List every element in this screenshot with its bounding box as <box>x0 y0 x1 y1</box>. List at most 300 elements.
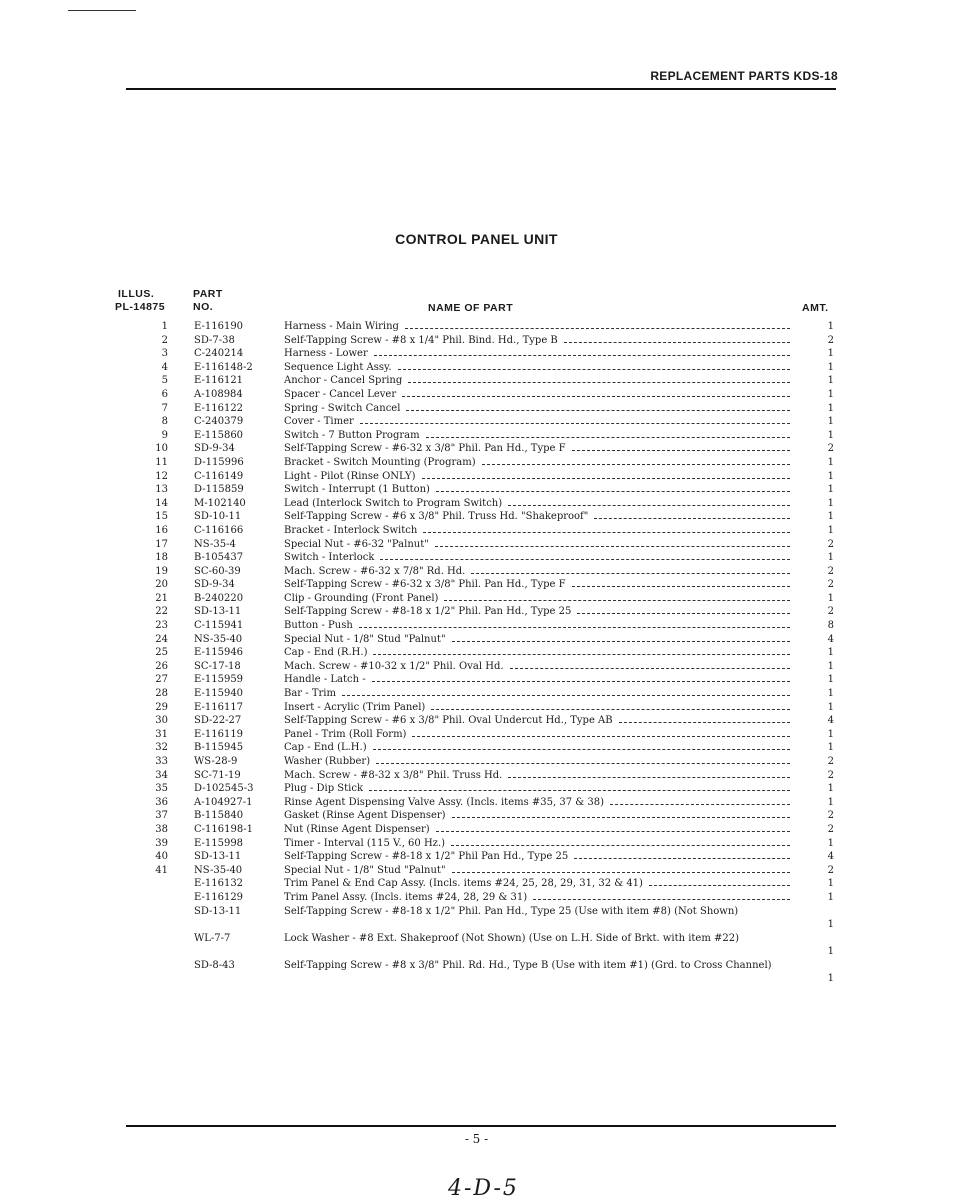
part-name: Timer - Interval (115 V., 60 Hz.) <box>284 837 446 849</box>
amount: 1 <box>827 429 834 441</box>
illus-number: 30 <box>155 715 168 727</box>
dotted-leader <box>572 578 790 587</box>
amount: 1 <box>827 647 834 659</box>
part-name: Special Nut - #6-32 "Palnut" <box>284 538 429 550</box>
section-title: CONTROL PANEL UNIT <box>395 231 558 247</box>
table-row <box>118 524 834 538</box>
table-row <box>118 578 834 592</box>
dotted-leader <box>610 796 790 805</box>
part-name: Nut (Rinse Agent Dispenser) <box>284 823 430 835</box>
part-name-cell <box>284 891 804 905</box>
illus-number: 21 <box>155 592 168 604</box>
table-row <box>118 402 834 416</box>
illus-number: 3 <box>161 348 168 360</box>
part-number: SD-22-27 <box>194 715 242 727</box>
illus-number: 37 <box>155 810 168 822</box>
amount: 1 <box>827 918 834 930</box>
table-row <box>118 877 834 891</box>
part-name-cell <box>284 850 804 864</box>
illus-number: 6 <box>161 388 168 400</box>
table-row <box>118 497 834 511</box>
dotted-leader <box>452 809 790 818</box>
part-name-cell <box>284 483 804 497</box>
dotted-leader <box>380 551 790 560</box>
amount: 1 <box>827 484 834 496</box>
amount: 1 <box>827 524 834 536</box>
table-row <box>118 741 834 755</box>
dotted-leader <box>482 456 790 465</box>
part-number: E-116132 <box>194 878 244 890</box>
part-number: C-116198-1 <box>194 823 253 835</box>
table-row <box>118 456 834 470</box>
table-row <box>118 646 834 660</box>
amount: 1 <box>827 837 834 849</box>
page-header-title: REPLACEMENT PARTS KDS-18 <box>650 69 838 83</box>
dotted-leader <box>412 728 790 737</box>
part-name-cell <box>284 402 804 416</box>
part-name-cell <box>284 864 804 878</box>
table-row <box>118 320 834 334</box>
illus-number: 41 <box>155 864 168 876</box>
part-name-cell <box>284 524 804 538</box>
part-name-cell <box>284 959 804 986</box>
part-name-cell <box>284 755 804 769</box>
illus-number: 22 <box>155 606 168 618</box>
table-row <box>118 891 834 905</box>
part-name-cell <box>284 673 804 687</box>
amount: 1 <box>827 674 834 686</box>
part-name-cell <box>284 388 804 402</box>
part-name: Self-Tapping Screw - #8-18 x 1/2" Phil Pan Hd., Type 25 <box>284 851 569 863</box>
part-name: Spring - Switch Cancel <box>284 402 401 414</box>
part-name-cell <box>284 510 804 524</box>
part-number: E-115946 <box>194 647 244 659</box>
part-name: Mach. Screw - #6-32 x 7/8" Rd. Hd. <box>284 565 466 577</box>
illus-number <box>118 905 194 932</box>
part-number: SD-9-34 <box>194 443 235 455</box>
amount: 1 <box>827 511 834 523</box>
dotted-leader <box>451 837 790 846</box>
part-name-cell <box>284 782 804 796</box>
part-name-cell <box>284 809 804 823</box>
dotted-leader <box>572 442 790 451</box>
table-row <box>118 796 834 810</box>
amount: 2 <box>827 443 834 455</box>
illus-number: 34 <box>155 769 168 781</box>
part-name-cell <box>284 605 804 619</box>
parts-table <box>118 320 834 986</box>
amount: 1 <box>827 701 834 713</box>
part-number: SC-71-19 <box>194 769 241 781</box>
part-number: NS-35-40 <box>194 864 243 876</box>
table-row <box>118 442 834 456</box>
part-name-cell <box>284 592 804 606</box>
col-illus-label-1: ILLUS. <box>118 288 155 300</box>
table-row <box>118 551 834 565</box>
illus-number: 5 <box>161 375 168 387</box>
amount: 1 <box>827 742 834 754</box>
part-number: SD-7-38 <box>194 334 235 346</box>
part-number: E-115940 <box>194 688 244 700</box>
amount: 1 <box>827 388 834 400</box>
illus-number: 27 <box>155 674 168 686</box>
part-name-cell <box>284 429 804 443</box>
amount: 2 <box>827 823 834 835</box>
part-name-cell <box>284 769 804 783</box>
part-name: Plug - Dip Stick <box>284 783 364 795</box>
part-number: A-104927-1 <box>194 796 253 808</box>
part-name: Self-Tapping Screw - #8 x 1/4" Phil. Bind. Hd., Type B <box>284 334 558 346</box>
illus-number: 11 <box>155 456 168 468</box>
illus-number: 36 <box>155 796 168 808</box>
part-number: C-240214 <box>194 348 244 360</box>
part-name-cell <box>284 633 804 647</box>
part-name-cell <box>284 551 804 565</box>
dotted-leader <box>398 361 790 370</box>
dotted-leader <box>374 347 790 356</box>
part-name-cell <box>284 538 804 552</box>
illus-number: 12 <box>155 470 168 482</box>
part-name: Anchor - Cancel Spring <box>284 375 403 387</box>
col-part-label-2: NO. <box>193 301 214 313</box>
table-row <box>118 374 834 388</box>
dotted-leader <box>533 891 790 900</box>
table-row <box>118 837 834 851</box>
dotted-leader <box>360 415 790 424</box>
illus-number: 39 <box>155 837 168 849</box>
illus-number: 14 <box>155 497 168 509</box>
part-number: E-116129 <box>194 891 244 903</box>
amount: 1 <box>827 361 834 373</box>
part-name-cell <box>284 470 804 484</box>
part-name: Panel - Trim (Roll Form) <box>284 728 407 740</box>
amount: 2 <box>827 810 834 822</box>
amount: 2 <box>827 606 834 618</box>
illus-number: 7 <box>161 402 168 414</box>
part-name: Self-Tapping Screw - #6 x 3/8" Phil. Truss Hd. "Shakeproof" <box>284 511 589 523</box>
illus-number: 17 <box>155 538 168 550</box>
dotted-leader <box>435 538 790 547</box>
illus-number: 23 <box>155 620 168 632</box>
part-name: Switch - 7 Button Program <box>284 429 420 441</box>
part-number: SD-10-11 <box>194 511 242 523</box>
table-row <box>118 701 834 715</box>
part-name-cell <box>284 578 804 592</box>
table-row <box>118 850 834 864</box>
dotted-leader <box>510 660 790 669</box>
table-row <box>118 361 834 375</box>
part-number: WS-28-9 <box>194 756 238 767</box>
dotted-leader <box>564 334 790 343</box>
part-name-cell <box>284 442 804 456</box>
part-name: Bracket - Interlock Switch <box>284 524 418 536</box>
table-row <box>118 864 834 878</box>
part-name-cell <box>284 905 804 932</box>
part-number: E-116190 <box>194 321 244 332</box>
part-name-cell <box>284 932 804 959</box>
part-name-cell <box>284 741 804 755</box>
part-number: C-240379 <box>194 416 244 428</box>
part-name-cell <box>284 361 804 375</box>
part-name-cell <box>284 728 804 742</box>
part-number: M-102140 <box>194 497 246 509</box>
part-number: E-116119 <box>194 728 244 740</box>
part-number: D-115859 <box>194 484 244 496</box>
part-number: SD-13-11 <box>194 606 242 618</box>
illus-number: 40 <box>155 851 168 863</box>
part-name: Rinse Agent Dispensing Valve Assy. (Incls. items #35, 37 & 38) <box>284 796 604 808</box>
dotted-leader <box>359 619 790 628</box>
part-name-cell <box>284 497 804 511</box>
part-name-cell <box>284 823 804 837</box>
part-number: NS-35-40 <box>194 633 243 645</box>
dotted-leader <box>376 755 790 764</box>
illus-number: 9 <box>161 429 168 441</box>
part-name-cell <box>284 837 804 851</box>
part-name-cell <box>284 415 804 429</box>
illus-number: 28 <box>155 688 168 700</box>
illus-number: 13 <box>155 484 168 496</box>
part-number: SD-8-43 <box>194 959 235 971</box>
part-number: WL-7-7 <box>194 932 231 944</box>
col-part-label-1: PART <box>193 288 223 300</box>
part-number: NS-35-4 <box>194 538 236 550</box>
part-number: C-116166 <box>194 524 244 536</box>
illus-number: 35 <box>155 783 168 795</box>
amount: 1 <box>827 783 834 795</box>
part-number: D-115996 <box>194 456 244 468</box>
table-row <box>118 905 834 932</box>
part-name: Button - Push <box>284 620 353 632</box>
table-row <box>118 809 834 823</box>
part-number: B-240220 <box>194 592 244 604</box>
dotted-leader <box>422 470 790 479</box>
part-name: Cap - End (L.H.) <box>284 742 367 754</box>
part-name: Bracket - Switch Mounting (Program) <box>284 456 476 468</box>
table-row <box>118 415 834 429</box>
dotted-leader <box>577 605 790 614</box>
page-number: - 5 - <box>464 1132 489 1146</box>
dotted-leader <box>444 592 790 601</box>
part-name-cell <box>284 687 804 701</box>
illus-number: 4 <box>161 361 168 373</box>
part-name: Cover - Timer <box>284 416 354 428</box>
table-row <box>118 932 834 959</box>
part-name: Lock Washer - #8 Ext. Shakeproof (Not Shown) (Use on L.H. Side of Brkt. with item #22) <box>284 932 740 944</box>
part-name: Special Nut - 1/8" Stud "Palnut" <box>284 864 446 876</box>
table-row <box>118 334 834 348</box>
illus-number: 33 <box>155 756 168 767</box>
illus-number: 26 <box>155 660 168 672</box>
part-number: E-115998 <box>194 837 244 849</box>
amount: 1 <box>827 348 834 360</box>
part-name: Insert - Acrylic (Trim Panel) <box>284 701 426 713</box>
part-name-cell <box>284 796 804 810</box>
illus-number: 25 <box>155 647 168 659</box>
dotted-leader <box>406 402 790 411</box>
dotted-leader <box>436 823 790 832</box>
part-number: E-115959 <box>194 674 244 686</box>
part-name: Mach. Screw - #10-32 x 1/2" Phil. Oval Hd. <box>284 660 504 672</box>
col-illus-label-2: PL-14875 <box>115 301 166 313</box>
illus-number: 32 <box>155 742 168 754</box>
table-row <box>118 470 834 484</box>
amount: 1 <box>827 945 834 957</box>
illus-number: 20 <box>155 579 168 591</box>
illus-number <box>118 959 194 986</box>
table-row <box>118 769 834 783</box>
amount: 8 <box>827 620 834 632</box>
part-name-cell <box>284 347 804 361</box>
part-name: Washer (Rubber) <box>284 756 371 767</box>
part-number: SD-13-11 <box>194 905 242 917</box>
illus-number: 38 <box>155 823 168 835</box>
illus-number: 10 <box>155 443 168 455</box>
part-name: Self-Tapping Screw - #8-18 x 1/2" Phil. Pan Hd., Type 25 <box>284 606 572 618</box>
footer-rule <box>126 1125 836 1127</box>
part-name: Harness - Lower <box>284 348 368 360</box>
table-row <box>118 483 834 497</box>
part-name: Lead (Interlock Switch to Program Switch) <box>284 497 503 509</box>
amount: 1 <box>827 375 834 387</box>
part-number: C-115941 <box>194 620 244 632</box>
part-name-cell <box>284 456 804 470</box>
illus-number: 1 <box>161 321 168 332</box>
amount: 2 <box>827 864 834 876</box>
amount: 2 <box>827 579 834 591</box>
amount: 2 <box>827 565 834 577</box>
dotted-leader <box>594 510 790 519</box>
part-name: Handle - Latch - <box>284 674 366 686</box>
table-row <box>118 592 834 606</box>
part-name: Bar - Trim <box>284 688 336 700</box>
amount: 1 <box>827 321 834 332</box>
part-name-cell <box>284 701 804 715</box>
handwritten-note: 4-D-5 <box>448 1176 519 1201</box>
amount: 2 <box>827 756 834 767</box>
table-row <box>118 728 834 742</box>
amount: 2 <box>827 538 834 550</box>
part-name: Clip - Grounding (Front Panel) <box>284 592 439 604</box>
part-number: B-115945 <box>194 742 244 754</box>
illus-number: 31 <box>155 728 168 740</box>
dotted-leader <box>423 524 790 533</box>
amount: 1 <box>827 878 834 890</box>
illus-number: 15 <box>155 511 168 523</box>
illus-number: 29 <box>155 701 168 713</box>
dotted-leader <box>402 388 790 397</box>
dotted-leader <box>373 646 790 655</box>
part-name-cell <box>284 334 804 348</box>
col-amt-label: AMT. <box>802 302 829 314</box>
table-row <box>118 538 834 552</box>
amount: 2 <box>827 769 834 781</box>
part-name: Trim Panel Assy. (Incls. items #24, 28, 29 & 31) <box>284 891 528 903</box>
parts-table-body <box>118 320 834 986</box>
amount: 4 <box>827 633 834 645</box>
amount: 4 <box>827 715 834 727</box>
amount: 1 <box>827 728 834 740</box>
part-number: E-116148-2 <box>194 361 253 373</box>
part-name: Spacer - Cancel Lever <box>284 388 397 400</box>
table-row <box>118 565 834 579</box>
part-name: Self-Tapping Screw - #6-32 x 3/8" Phil. Pan Hd., Type F <box>284 443 566 455</box>
part-name: Gasket (Rinse Agent Dispenser) <box>284 810 446 822</box>
dotted-leader <box>431 701 790 710</box>
part-number: SC-60-39 <box>194 565 241 577</box>
amount: 1 <box>827 660 834 672</box>
dotted-leader <box>508 769 790 778</box>
table-row <box>118 429 834 443</box>
part-number: E-116117 <box>194 701 244 713</box>
illus-number <box>118 877 194 891</box>
part-number: E-116121 <box>194 375 244 387</box>
col-name-label: NAME OF PART <box>428 302 514 314</box>
dotted-leader <box>408 374 790 383</box>
part-name-cell <box>284 660 804 674</box>
table-row <box>118 755 834 769</box>
amount: 1 <box>827 552 834 564</box>
dotted-leader <box>405 320 790 329</box>
part-name-cell <box>284 619 804 633</box>
dotted-leader <box>471 565 790 574</box>
part-name: Light - Pilot (Rinse ONLY) <box>284 470 416 482</box>
amount: 1 <box>827 416 834 428</box>
part-number: E-115860 <box>194 429 244 441</box>
table-row <box>118 959 834 986</box>
table-row <box>118 633 834 647</box>
table-row <box>118 510 834 524</box>
table-row <box>118 823 834 837</box>
illus-number <box>118 891 194 905</box>
amount: 1 <box>827 402 834 414</box>
part-name-cell <box>284 646 804 660</box>
dotted-leader <box>373 741 790 750</box>
amount: 2 <box>827 334 834 346</box>
amount: 1 <box>827 688 834 700</box>
header-rule <box>126 88 836 90</box>
part-number: B-105437 <box>194 552 244 564</box>
part-number: D-102545-3 <box>194 783 254 795</box>
part-name: Mach. Screw - #8-32 x 3/8" Phil. Truss Hd. <box>284 769 503 781</box>
part-name-cell <box>284 320 804 334</box>
table-row <box>118 673 834 687</box>
part-name-cell <box>284 565 804 579</box>
part-name: Switch - Interlock <box>284 552 375 564</box>
top-margin-line <box>68 10 136 11</box>
illus-number: 16 <box>155 524 168 536</box>
amount: 1 <box>827 497 834 509</box>
table-row <box>118 347 834 361</box>
part-name: Self-Tapping Screw - #6-32 x 3/8" Phil. Pan Hd., Type F <box>284 579 566 591</box>
part-name: Self-Tapping Screw - #6 x 3/8" Phil. Oval Undercut Hd., Type AB <box>284 715 613 727</box>
dotted-leader <box>649 877 790 886</box>
table-row <box>118 660 834 674</box>
amount: 1 <box>827 592 834 604</box>
amount: 1 <box>827 972 834 984</box>
table-row <box>118 388 834 402</box>
illus-number: 19 <box>155 565 168 577</box>
part-number: E-116122 <box>194 402 244 414</box>
amount: 1 <box>827 456 834 468</box>
part-name: Trim Panel & End Cap Assy. (Incls. items #24, 25, 28, 29, 31, 32 & 41) <box>284 878 643 890</box>
part-name: Special Nut - 1/8" Stud "Palnut" <box>284 633 446 645</box>
illus-number: 18 <box>155 552 168 564</box>
table-row <box>118 605 834 619</box>
dotted-leader <box>372 673 790 682</box>
part-name: Harness - Main Wiring <box>284 321 399 332</box>
table-row <box>118 687 834 701</box>
